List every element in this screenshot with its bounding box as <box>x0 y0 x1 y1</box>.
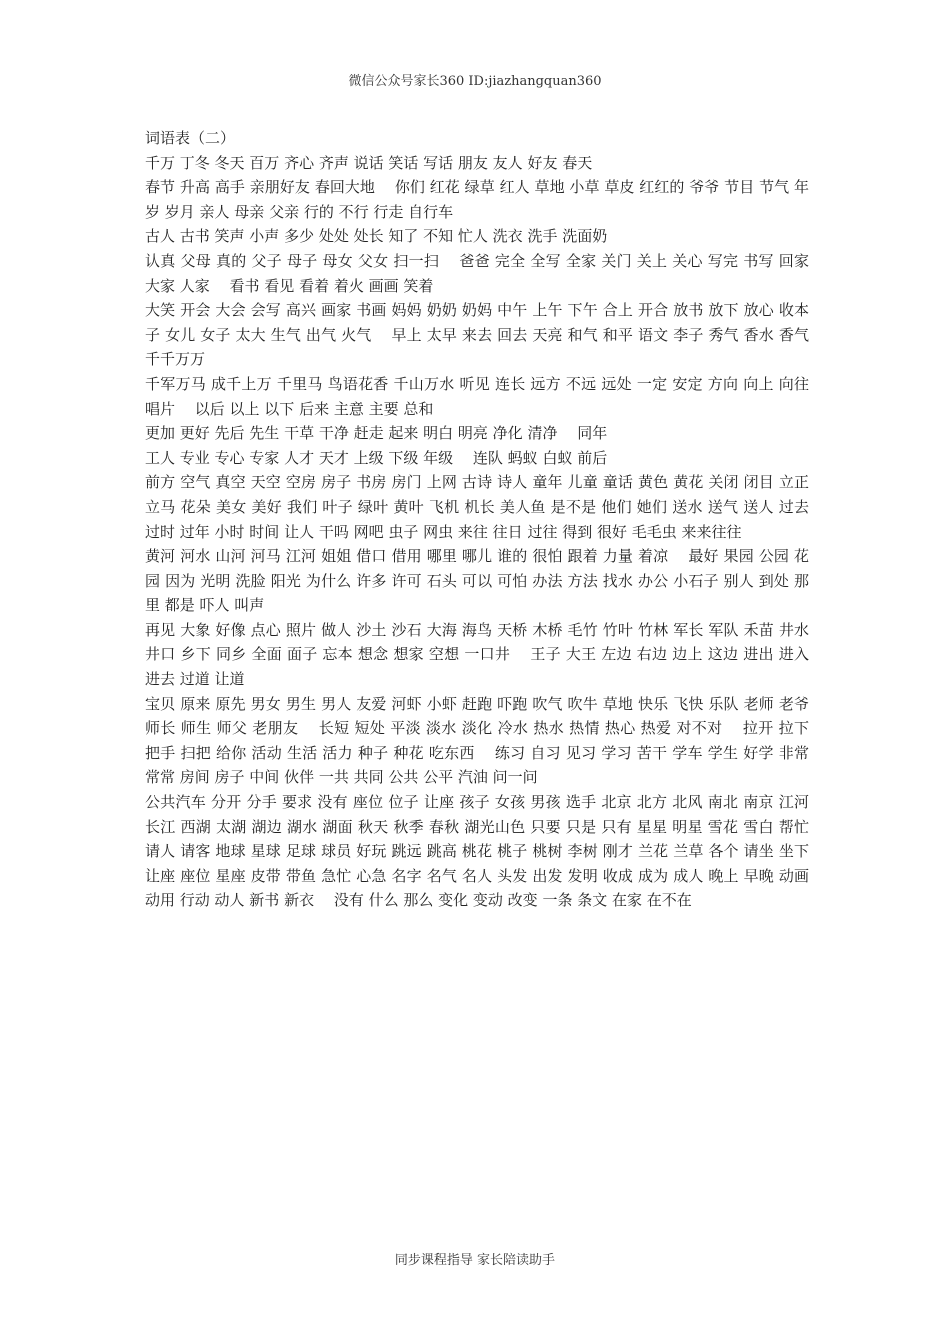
word-paragraph: 古人 古书 笑声 小声 多少 处处 处长 知了 不知 忙人 洗衣 洗手 洗面奶 <box>145 227 608 246</box>
word-paragraph: 工人 专业 专心 专家 人才 天才 上级 下级 年级 连队 蚂蚁 白蚁 前后 <box>145 448 608 467</box>
word-paragraph: 认真 父母 真的 父子 母子 母女 父女 扫一扫 爸爸 完全 全写 全家 关门 关上 关心 写完 书写 回家 大家 人家 看书 看见 看着 着火 画画 笑着 <box>145 251 809 295</box>
page-header: 微信公众号家长360 ID:jiazhangquan360 <box>348 74 602 89</box>
word-paragraph: 黄河 河水 山河 河马 江河 姐姐 借口 借用 哪里 哪儿 谁的 很怕 跟着 力量 着凉 最好 果园 公园 花园 因为 光明 洗脸 阳光 为什么 许多 许可 石头 可以 可怕 办法 方法 找水 办公 小石子 别人 到处 那里 都是 吓人 叫声 <box>145 547 809 615</box>
word-paragraph: 千军万马 成千上万 千里马 鸟语花香 千山万水 听见 连长 远方 不远 远处 一定 安定 方向 向上 向往 唱片 以后 以上 以下 后来 主意 主要 总和 <box>145 374 809 418</box>
word-paragraph: 千万 丁冬 冬天 百万 齐心 齐声 说话 笑话 写话 朋友 友人 好友 春天 <box>145 153 593 172</box>
word-paragraph: 宝贝 原来 原先 男女 男生 男人 友爱 河虾 小虾 赶跑 吓跑 吹气 吹牛 草地 快乐 飞快 乐队 老师 老爷 师长 师生 师父 老朋友 长短 短处 平淡 淡水 淡化 冷水 热水 热情 热心 热爱 对不对 拉开 拉下 把手 扫把 给你 活动 生活 活力 种子 种花 吃东西 练习 自习 见习 学习 苦干 学车 学生 好学 非常 常常 房间 房子 中间 伙伴 一共 共同 公共 公平 汽油 问一问 <box>145 694 809 787</box>
word-paragraph: 春节 升高 高手 亲朋好友 春回大地 你们 红花 绿草 红人 草地 小草 草皮 红红的 爷爷 节目 节气 年岁 岁月 亲人 母亲 父亲 行的 不行 行走 自行车 <box>145 178 809 221</box>
word-paragraph: 更加 更好 先后 先生 干草 干净 赶走 起来 明白 明亮 净化 清净 同年 <box>145 424 608 443</box>
page-footer: 同步课程指导 家长陪读助手 <box>394 1253 556 1268</box>
word-paragraph: 公共汽车 分开 分手 要求 没有 座位 位子 让座 孩子 女孩 男孩 选手 北京 北方 北风 南北 南京 江河 长江 西湖 太湖 湖边 湖水 湖面 秋天 秋季 春秋 湖光山色 只要 只是 只有 星星 明星 雪花 雪白 帮忙 请人 请客 地球 星球 足球 球员 好玩 跳远 跳高 桃花 桃子 桃树 李树 刚才 兰花 兰草 各个 请坐 坐下 让座 座位 星座 皮带 带鱼 急忙 心急 名字 名气 名人 头发 出发 发明 收成 成为 成人 晚上 早晚 动画 动用 行动 动人 新书 新衣 没有 什么 那么 变化 变动 改变 一条 条文 在家 在不在 <box>145 793 809 910</box>
vocabulary-list <box>145 126 809 913</box>
word-paragraph: 再见 大象 好像 点心 照片 做人 沙土 沙石 大海 海鸟 天桥 木桥 毛竹 竹叶 竹林 军长 军队 禾苗 井水 井口 乡下 同乡 全面 面子 忘本 想念 想家 空想 一口井 王子 大王 左边 右边 边上 这边 进出 进入 进去 过道 让道 <box>145 620 809 689</box>
word-paragraph: 前方 空气 真空 天空 空房 房子 书房 房门 上网 古诗 诗人 童年 儿童 童话 黄色 黄花 关闭 闭目 立正 立马 花朵 美女 美好 我们 叶子 绿叶 黄叶 飞机 机长 美人鱼 是不是 他们 她们 送水 送气 送人 过去 过时 过年 小时 时间 让人 干吗 网吧 虫子 网虫 来往 往日 过往 得到 很好 毛毛虫 来来往往 <box>145 473 809 541</box>
word-paragraph: 大笑 开会 大会 会写 高兴 画家 书画 妈妈 奶奶 奶妈 中午 上午 下午 合上 开合 放书 放下 放心 收本子 女儿 女子 太大 生气 出气 火气 早上 太早 来去 回去 天亮 和气 和平 语文 李子 秀气 香水 香气 千千万万 <box>145 301 809 369</box>
section-title: 词语表（二） <box>145 129 236 147</box>
